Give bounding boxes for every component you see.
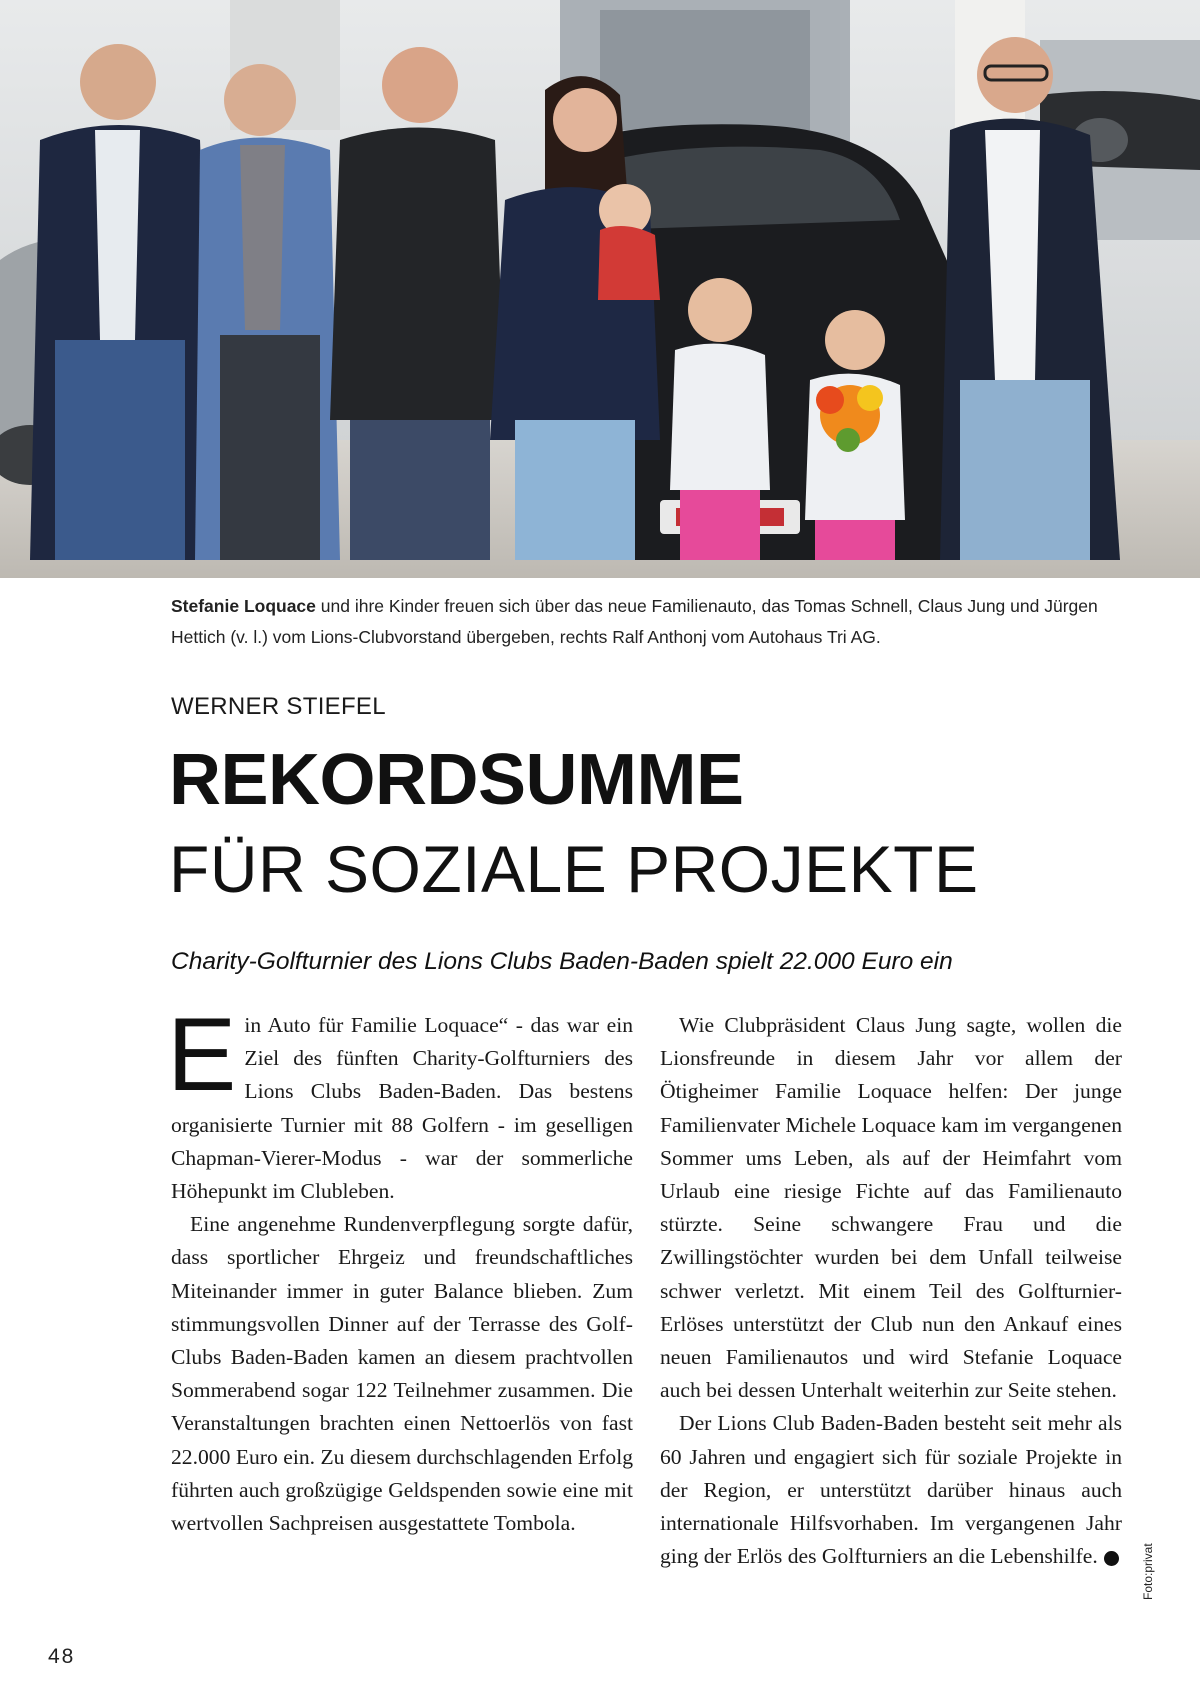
lions-end-mark-icon: L (1104, 1551, 1119, 1566)
article-subtitle: Charity-Golfturnier des Lions Clubs Baden-Baden spielt 22.000 Euro ein (171, 948, 953, 975)
photo-credit: Foto:privat (1141, 1543, 1155, 1600)
paragraph-2: Eine angenehme Rundenverpflegung sorgte dafür, dass sportlicher Ehrgeiz und freundschaftliches Miteinander immer in guter Balance blieben. Zum stimmungsvollen Dinner auf der Terrasse des Golf-Clubs Baden-Baden kamen an diesem prachtvollen Sommerabend sogar 122 Teilnehmer zusammen. Die Veranstaltungen brachten einen Nettoerlös von fast 22.000 Euro ein. Zu diesem durchschlagenden Erfolg führten auch großzügige Geldspenden sowie eine mit wertvollen Sachpreisen ausgestattete Tombola. (171, 1212, 633, 1536)
page-number: 48 (48, 1645, 76, 1668)
photo-caption (171, 591, 1131, 653)
caption-text: und ihre Kinder freuen sich über das neue Familienauto, das Tomas Schnell, Claus Jung und Jürgen Hettich (v. l.) vom Lions-Clubvorstand übergeben, rechts Ralf Anthonj vom Autohaus Tri AG. (171, 596, 1098, 647)
paragraph-1 (167, 997, 633, 1208)
body-column-right (660, 1009, 1129, 1573)
drop-cap: E (167, 997, 237, 1113)
paragraph-4-text: Der Lions Club Baden-Baden besteht seit mehr als 60 Jahren und engagiert sich für soziale Projekte in der Region, er unterstützt darüber hinaus auch internationale Hilfsvorhaben. Im vergangenen Jahr ging der Erlös des Golfturniers an die Lebenshilfe. (660, 1411, 1122, 1569)
paragraph-1-text: in Auto für Familie Loquace“ - das war ein Ziel des fünften Charity-Golfturniers des Lions Clubs Baden-Baden. Das bestens organisierte Turnier mit 88 Golfern - im geselligen Chapman-Vierer-Modus - war der sommerliche Höhepunkt im Clubleben. (171, 1013, 633, 1204)
headline-line-1: REKORDSUMME (169, 740, 744, 820)
paragraph-4 (660, 1407, 1129, 1573)
body-column-left (167, 997, 633, 1540)
article-photo (0, 0, 1200, 578)
photo-illustration (0, 0, 1200, 578)
caption-name: Stefanie Loquace (171, 596, 316, 616)
headline-line-2: FÜR SOZIALE PROJEKTE (169, 832, 979, 906)
paragraph-3: Wie Clubpräsident Claus Jung sagte, wollen die Lionsfreunde in diesem Jahr vor allem der Ötigheimer Familie Loquace helfen: Der junge Familienvater Michele Loquace kam im vergangenen Sommer ums Leben, als auf der Heimfahrt vom Urlaub eine riesige Fichte auf das Familienauto stürzte. Seine schwangere Frau und die Zwillingstöchter wurden bei dem Unfall teilweise schwer verletzt. Mit einem Teil des Golfturnier-Erlöses unterstützt der Club nun den Ankauf eines neuen Familienautos und wird Stefanie Loquace auch bei dessen Unterhalt weiterhin zur Seite stehen. (660, 1013, 1122, 1403)
author-byline: WERNER STIEFEL (171, 693, 386, 720)
